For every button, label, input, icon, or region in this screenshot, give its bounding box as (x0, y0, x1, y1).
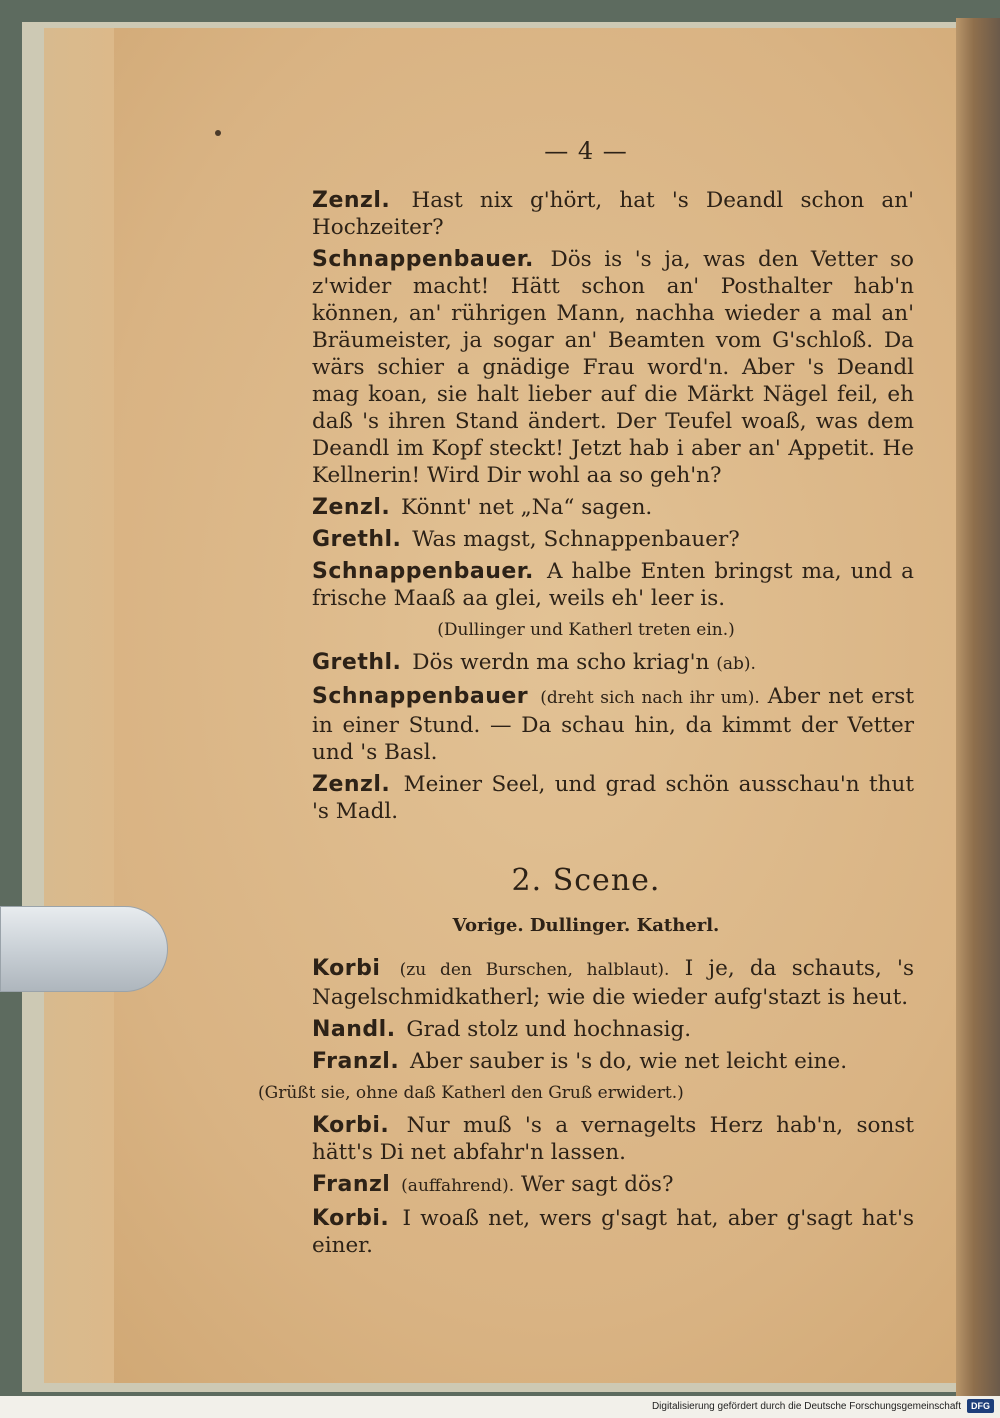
ink-dot (215, 130, 221, 136)
dialogue-line (258, 1171, 914, 1200)
dialogue-line (258, 1112, 914, 1166)
dialogue-line (258, 526, 914, 553)
dialogue-text: Wer sagt dös? (520, 1172, 674, 1197)
dialogue-line (258, 1048, 914, 1075)
dialogue-text: Aber sauber is 's do, wie net leicht eine. (410, 1049, 848, 1074)
scene-heading: 2. Scene. (511, 863, 661, 898)
dialogue-text: Dös is 's ja, was den Vetter so z'wider macht! Hätt schon an' Posthalter hab'n können, an' rührigen Mann, nachha wieder a mal an' Bräumeister, ja sogar an' Beamten vom G'schloß. Da wärs schier a gnädige Frau word'n. Aber 's Deandl mag koan, sie halt lieber auf die Märkt Nägel feil, eh daß 's ihren Stand ändert. Der Teufel woaß, was dem Deandl im Kopf steckt! Jetzt hab i aber an' Appetit. He Kellnerin! Wird Dir wohl aa so geh'n? (312, 247, 914, 488)
footer (652, 1396, 994, 1416)
stage-direction-inline: (dreht sich nach ihr um). (540, 688, 760, 708)
speaker-name: Grethl. (312, 650, 402, 675)
stage-direction-inline: (zu den Burschen, halblaut). (399, 960, 670, 980)
speaker-name: Grethl. (312, 527, 402, 552)
dialogue-line (258, 683, 914, 766)
dialogue-text: Nur muß 's a vernagelts Herz hab'n, sonst hätt's Di net abfahr'n lassen. (312, 1113, 914, 1165)
speaker-name: Korbi. (312, 1206, 390, 1231)
speaker-name: Schnappenbauer. (312, 247, 534, 272)
dialogue-text: Meiner Seel, und grad schön ausschau'n thut 's Madl. (312, 772, 914, 824)
scene-characters: Vorige. Dullinger. Katherl. (452, 915, 720, 936)
page-edge (44, 28, 114, 1383)
speaker-name: Franzl (312, 1172, 391, 1197)
speaker-name: Zenzl. (312, 495, 391, 520)
dialogue-line (258, 1205, 914, 1259)
speaker-name: Korbi. (312, 1113, 390, 1138)
speaker-name: Franzl. (312, 1049, 400, 1074)
speaker-name: Schnappenbauer (312, 684, 529, 709)
dialogue-text: Dös werdn ma scho kriag'n (412, 650, 710, 675)
dialogue-line (258, 649, 914, 678)
speaker-name: Korbi (312, 956, 381, 981)
page-text (258, 138, 914, 1264)
dialogue-text: Grad stolz und hochnasig. (406, 1017, 692, 1042)
dialogue-text: I woaß net, wers g'sagt hat, aber g'sagt hat's einer. (312, 1206, 914, 1258)
dialogue-line (258, 246, 914, 489)
stage-direction: (Grüßt sie, ohne daß Katherl den Gruß erwidert.) (258, 1083, 684, 1103)
funding-notice: Digitalisierung gefördert durch die Deutsche Forschungsgemeinschaft (651, 1400, 961, 1412)
dialogue-text: Könnt' net „Na“ sagen. (401, 495, 653, 520)
dialogue-text: Hast nix g'hört, hat 's Deandl schon an' Hochzeiter? (312, 188, 915, 240)
dialogue-line (258, 771, 914, 825)
speaker-name: Zenzl. (312, 772, 391, 797)
dialogue-text: I je, da schauts, 's Nagelschmidkatherl; wie die wieder aufg'stazt is heut. (312, 956, 914, 1010)
dialogue-line (258, 187, 914, 241)
speaker-name: Nandl. (312, 1017, 396, 1042)
dialogue-text: Aber net erst in einer Stund. — Da schau hin, da kimmt der Vetter und 's Basl. (312, 684, 914, 765)
speaker-name: Schnappenbauer. (312, 559, 534, 584)
dialogue-line (258, 494, 914, 521)
dialogue-line (258, 955, 914, 1011)
book-spine (956, 18, 1000, 1396)
speaker-name: Zenzl. (312, 188, 391, 213)
dialogue-text: A halbe Enten bringst ma, und a frische Maaß aa glei, weils eh' leer is. (312, 559, 914, 611)
page-number: — 4 — (544, 137, 628, 165)
page-holder-tab (0, 906, 168, 992)
dfg-logo: DFG (967, 1399, 994, 1413)
stage-direction: (Dullinger und Katherl treten ein.) (437, 620, 735, 640)
stage-direction-inline: (auffahrend). (401, 1176, 515, 1196)
dialogue-line (258, 558, 914, 612)
dialogue-text: Was magst, Schnappenbauer? (412, 527, 740, 552)
dialogue-line (258, 1016, 914, 1043)
stage-direction-inline: (ab). (716, 654, 756, 674)
